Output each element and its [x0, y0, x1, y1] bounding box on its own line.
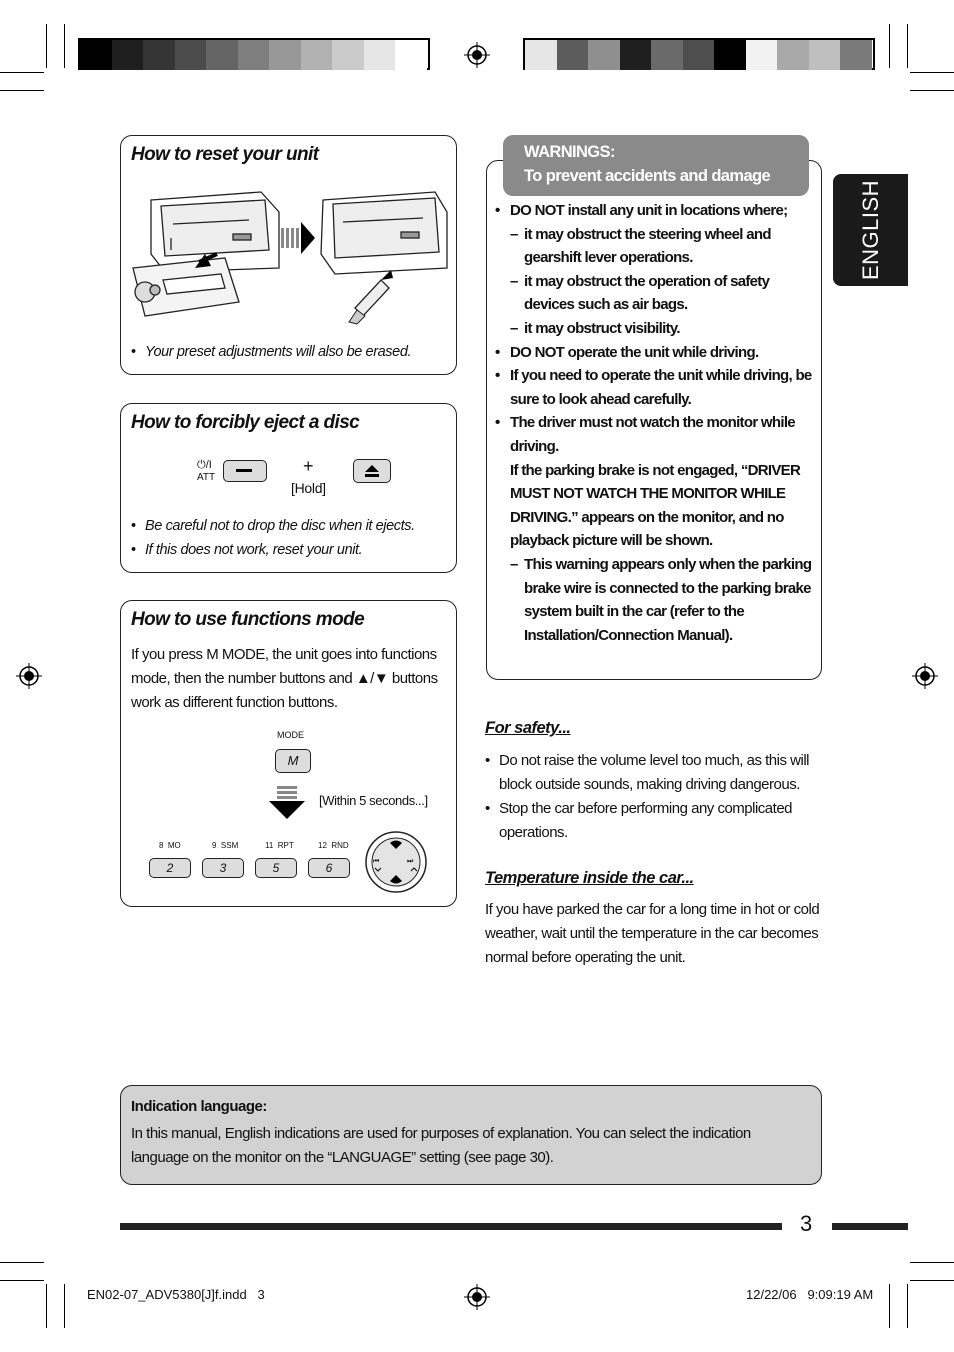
eject-title: How to forcibly eject a disc	[131, 412, 360, 433]
eject-notes	[131, 514, 451, 562]
color-swatch	[683, 40, 715, 70]
eject-button[interactable]	[353, 459, 391, 483]
warnings-list	[495, 199, 817, 647]
reset-box	[120, 135, 457, 375]
down-arrow-icon	[269, 786, 305, 820]
color-swatch	[777, 40, 809, 70]
color-swatch	[714, 40, 746, 70]
mode-label: MODE	[277, 730, 304, 740]
warning-item: • The driver must not watch the monitor while driving.	[495, 411, 817, 458]
temperature-text: If you have parked the car for a long time in hot or cold weather, wait until the temperature in the car becomes normal before operating the unit.	[485, 901, 820, 966]
within-label: [Within 5 seconds...]	[319, 793, 428, 808]
warnings-banner	[503, 135, 809, 196]
warning-item: • If you need to operate the unit while driving, be sure to look ahead carefully.	[495, 364, 817, 411]
functions-box	[120, 600, 457, 907]
number-button[interactable]	[149, 858, 191, 878]
color-swatch	[395, 40, 427, 70]
color-swatch	[143, 40, 175, 70]
temperature-heading: Temperature inside the car...	[485, 869, 694, 887]
safety-heading: For safety...	[485, 719, 571, 737]
language-tab-label: ENGLISH	[857, 179, 883, 281]
att-label: ATT	[197, 472, 216, 483]
warning-item: – it may obstruct the steering wheel and gearshift lever operations.	[495, 223, 817, 270]
color-swatch	[525, 40, 557, 70]
indication-heading: Indication language:	[131, 1098, 267, 1115]
power-label: ⏻/I	[197, 459, 212, 471]
safety-list	[485, 749, 815, 845]
number-button-label: 5	[272, 861, 280, 875]
language-tab	[833, 174, 908, 286]
safety-item: • Do not raise the volume level too much, as this will block outside sounds, making driving dangerous.	[485, 749, 815, 797]
functions-text: If you press M MODE, the unit goes into functions mode, then the number buttons and ▲/▼ buttons work as different function buttons.	[131, 646, 438, 711]
footer-timestamp: 12/22/06 9:09:19 AM	[746, 1287, 874, 1302]
page-rule-left	[120, 1223, 782, 1230]
color-swatch	[112, 40, 144, 70]
color-swatch	[206, 40, 238, 70]
registration-mark-left	[16, 663, 42, 689]
eject-note: • If this does not work, reset your unit.	[131, 538, 451, 562]
indication-text: In this manual, English indications are used for purposes of explanation. You can select the indication language on the monitor on the “LANGUAGE” setting (see page 30).	[131, 1125, 751, 1166]
warnings-subheading: To prevent accidents and damage	[524, 167, 771, 185]
warning-item: – This warning appears only when the parking brake wire is connected to the parking brake system built in the car (refer to the Installation/Connection Manual).	[495, 553, 817, 647]
warning-item: – it may obstruct the operation of safety devices such as air bags.	[495, 270, 817, 317]
number-button[interactable]	[255, 858, 297, 878]
color-swatch	[332, 40, 364, 70]
warning-item: • DO NOT install any unit in locations where;	[495, 199, 817, 223]
color-swatch	[301, 40, 333, 70]
color-swatch	[588, 40, 620, 70]
color-swatch	[238, 40, 270, 70]
eject-note: • Be careful not to drop the disc when it ejects.	[131, 514, 451, 538]
color-swatch	[840, 40, 872, 70]
number-button-label: 6	[325, 861, 333, 875]
color-swatch	[80, 40, 112, 70]
color-swatch	[175, 40, 207, 70]
color-swatch	[269, 40, 301, 70]
m-mode-button[interactable]	[275, 749, 311, 773]
minus-icon	[236, 469, 252, 472]
color-swatch	[651, 40, 683, 70]
color-swatch	[746, 40, 778, 70]
reset-title: How to reset your unit	[131, 144, 319, 165]
color-swatch	[809, 40, 841, 70]
registration-mark-right	[912, 663, 938, 689]
number-button[interactable]	[202, 858, 244, 878]
function-key-label: 11 RPT	[265, 841, 294, 850]
color-swatch	[364, 40, 396, 70]
indication-box	[120, 1085, 822, 1185]
eject-icon	[364, 464, 380, 478]
control-dial[interactable]	[363, 831, 429, 893]
function-key-label: 9 SSM	[212, 841, 239, 850]
warning-item: If the parking brake is not engaged, “DRIVER MUST NOT WATCH THE MONITOR WHILE DRIVING.” appears on the monitor, and no playback picture will be shown.	[510, 461, 801, 550]
footer-file: EN02-07_ADV5380[J]f.indd 3	[87, 1287, 265, 1302]
svg-text:⏭: ⏭	[407, 857, 414, 865]
function-key-label: 12 RND	[318, 841, 349, 850]
hold-label: [Hold]	[291, 480, 326, 496]
warnings-heading: WARNINGS:	[524, 143, 615, 161]
reset-illustration	[129, 188, 451, 326]
safety-item: • Stop the car before performing any complicated operations.	[485, 797, 815, 845]
registration-mark-top	[464, 42, 490, 68]
att-button[interactable]	[223, 460, 267, 482]
number-button-label: 3	[219, 861, 227, 875]
svg-text:⏮: ⏮	[373, 857, 380, 865]
page-number: 3	[800, 1211, 813, 1236]
number-button[interactable]	[308, 858, 350, 878]
color-swatch	[620, 40, 652, 70]
page-rule-right	[832, 1223, 908, 1230]
plus-sign: +	[303, 456, 314, 476]
functions-title: How to use functions mode	[131, 609, 365, 630]
warning-item: • DO NOT operate the unit while driving.	[495, 341, 817, 365]
registration-mark-bottom	[464, 1284, 490, 1310]
function-key-label: 8 MO	[159, 841, 181, 850]
eject-box	[120, 403, 457, 573]
color-swatch	[557, 40, 589, 70]
warning-item: – it may obstruct visibility.	[495, 317, 817, 341]
number-button-label: 2	[166, 861, 174, 875]
reset-notes	[131, 340, 451, 364]
m-key-label: M	[287, 753, 299, 768]
reset-note: • Your preset adjustments will also be erased.	[131, 340, 451, 364]
